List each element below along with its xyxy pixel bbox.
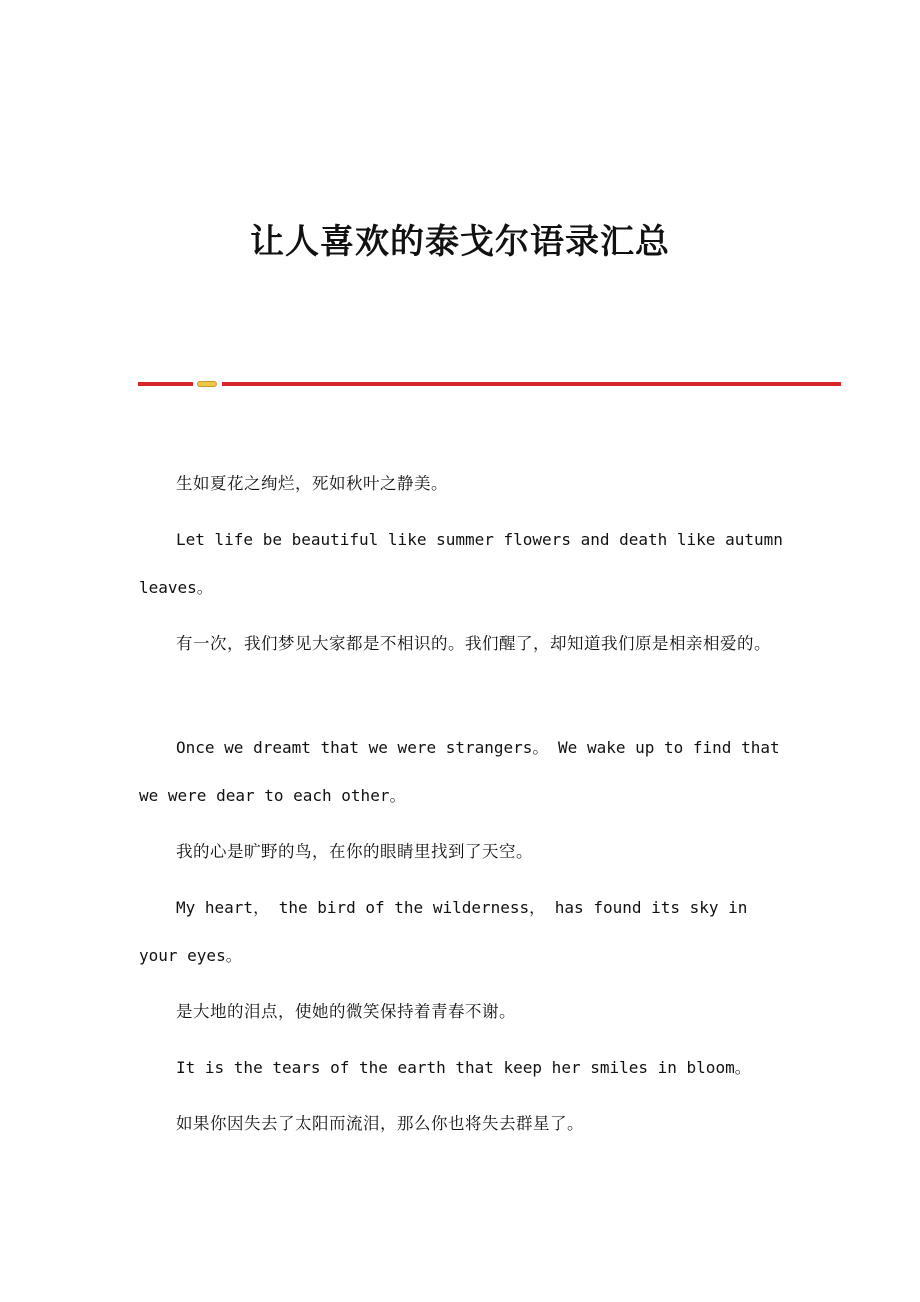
- paragraph-8: It is the tears of the earth that keep her smiles in bloom。: [176, 1058, 751, 1077]
- paragraph-7: 是大地的泪点，使她的微笑保持着青春不谢。: [176, 1002, 516, 1021]
- paragraph-1: 生如夏花之绚烂，死如秋叶之静美。: [176, 474, 448, 493]
- paragraph-9: 如果你因失去了太阳而流泪，那么你也将失去群星了。: [176, 1114, 584, 1133]
- document-title: 让人喜欢的泰戈尔语录汇总: [250, 222, 670, 262]
- title-divider: [138, 380, 841, 388]
- divider-bar-right: [222, 382, 841, 386]
- paragraph-6: My heart， the bird of the wilderness， has found its sky in your eyes。: [139, 898, 748, 965]
- divider-bar-left: [138, 382, 193, 386]
- paragraph-4: Once we dreamt that we were strangers。 We wake up to find that we were dear to each other。: [139, 738, 780, 805]
- paragraph-2: Let life be beautiful like summer flowers and death like autumn leaves。: [139, 530, 783, 597]
- divider-ornament-icon: [197, 381, 217, 387]
- paragraph-3: 有一次，我们梦见大家都是不相识的。我们醒了，却知道我们原是相亲相爱的。: [176, 634, 771, 653]
- paragraph-5: 我的心是旷野的鸟，在你的眼睛里找到了天空。: [176, 842, 533, 861]
